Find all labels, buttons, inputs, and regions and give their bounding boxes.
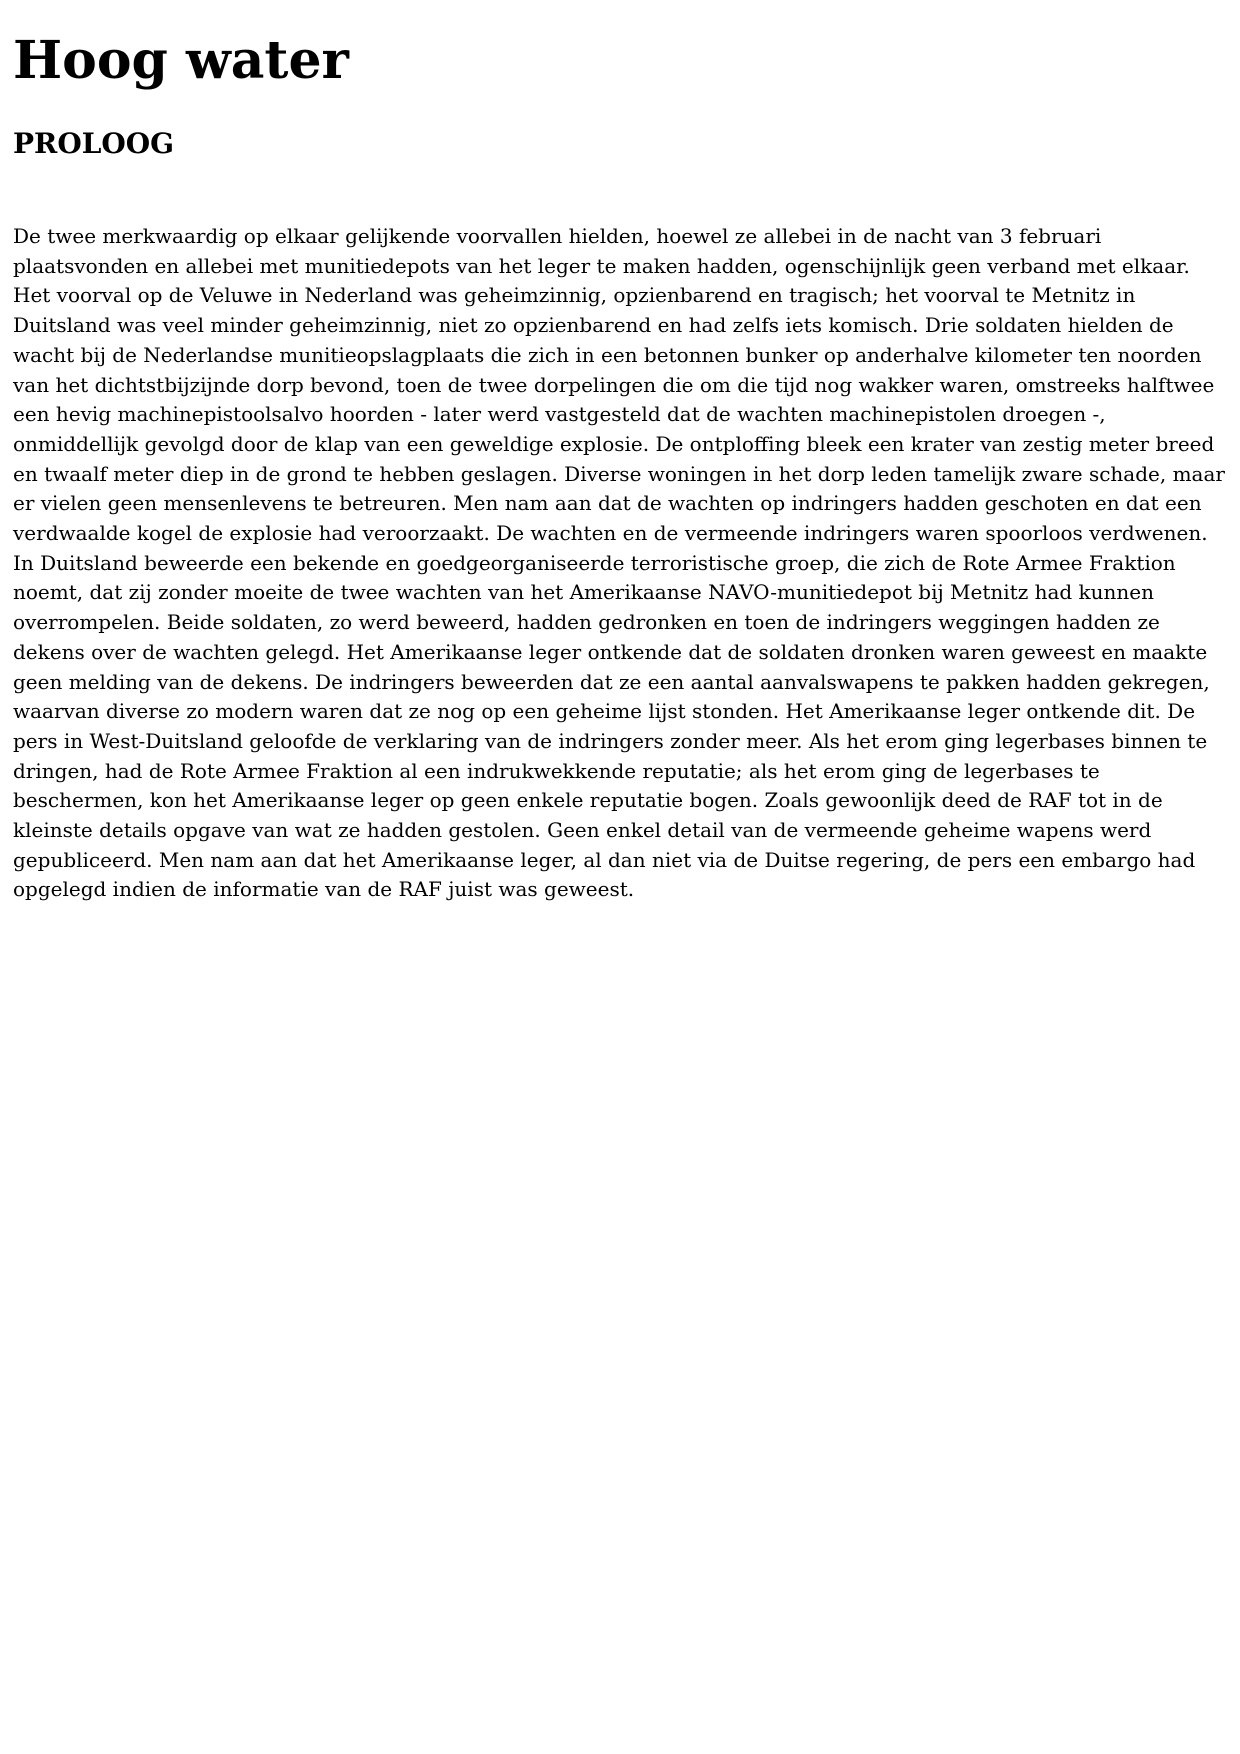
body-paragraph: De twee merkwaardig op elkaar gelijkende voorvallen hielden, hoewel ze allebei in de nacht van 3 februari plaatsvonden en allebei met munitiedepots van het leger te maken hadden, ogenschijnlijk geen verband met elkaar. Het voorval op de Veluwe in Nederland was geheimzinnig, opzienbarend en tragisch; het voorval te Metnitz in Duitsland was veel minder geheimzinnig, niet zo opzienbarend en had zelfs iets komisch. Drie soldaten hielden de wacht bij de Nederlandse munitieopslagplaats die zich in een betonnen bunker op anderhalve kilometer ten noorden van het dichtstbijzijnde dorp bevond, toen de twee dorpelingen die om die tijd nog wakker waren, omstreeks halftwee een hevig machinepistoolsalvo hoorden - later werd vastgesteld dat de wachten machinepistolen droegen -, onmiddellijk gevolgd door de klap van een geweldige explosie. De ontploffing bleek een krater van zestig meter breed en twaalf meter diep in de grond te hebben geslagen. Diverse woningen in het dorp leden tamelijk zware schade, maar er vielen geen mensenlevens te betreuren. Men nam aan dat de wachten op indringers hadden geschoten en dat een verdwaalde kogel de explosie had veroorzaakt. De wachten en de vermeende indringers waren spoorloos verdwenen. In Duitsland beweerde een bekende en goedgeorganiseerde terroristische groep, die zich de Rote Armee Fraktion noemt, dat zij zonder moeite de twee wachten van het Amerikaanse NAVO-munitiedepot bij Metnitz had kunnen overrompelen. Beide soldaten, zo werd beweerd, hadden gedronken en toen de indringers weggingen hadden ze dekens over de wachten gelegd. Het Amerikaanse leger ontkende dat de soldaten dronken waren geweest en maakte geen melding van de dekens. De indringers beweerden dat ze een aantal aanvalswapens te pakken hadden gekregen, waarvan diverse zo modern waren dat ze nog op een geheime lijst stonden. Het Amerikaanse leger ontkende dit. De pers in West-Duitsland geloofde de verklaring van de indringers zonder meer. Als het erom ging legerbases binnen te dringen, had de Rote Armee Fraktion al een indrukwekkende reputatie; als het erom ging de legerbases te beschermen, kon het Amerikaanse leger op geen enkele reputatie bogen. Zoals gewoonlijk deed de RAF tot in de kleinste details opgave van wat ze hadden gestolen. Geen enkel detail van de vermeende geheime wapens werd gepubliceerd. Men nam aan dat het Amerikaanse leger, al dan niet via de Duitse regering, de pers een embargo had opgelegd indien de informatie van de RAF juist was geweest. bbox=[13, 224, 1225, 902]
book-title: Hoog water bbox=[13, 30, 349, 91]
chapter-title: PROLOOG bbox=[13, 127, 175, 160]
